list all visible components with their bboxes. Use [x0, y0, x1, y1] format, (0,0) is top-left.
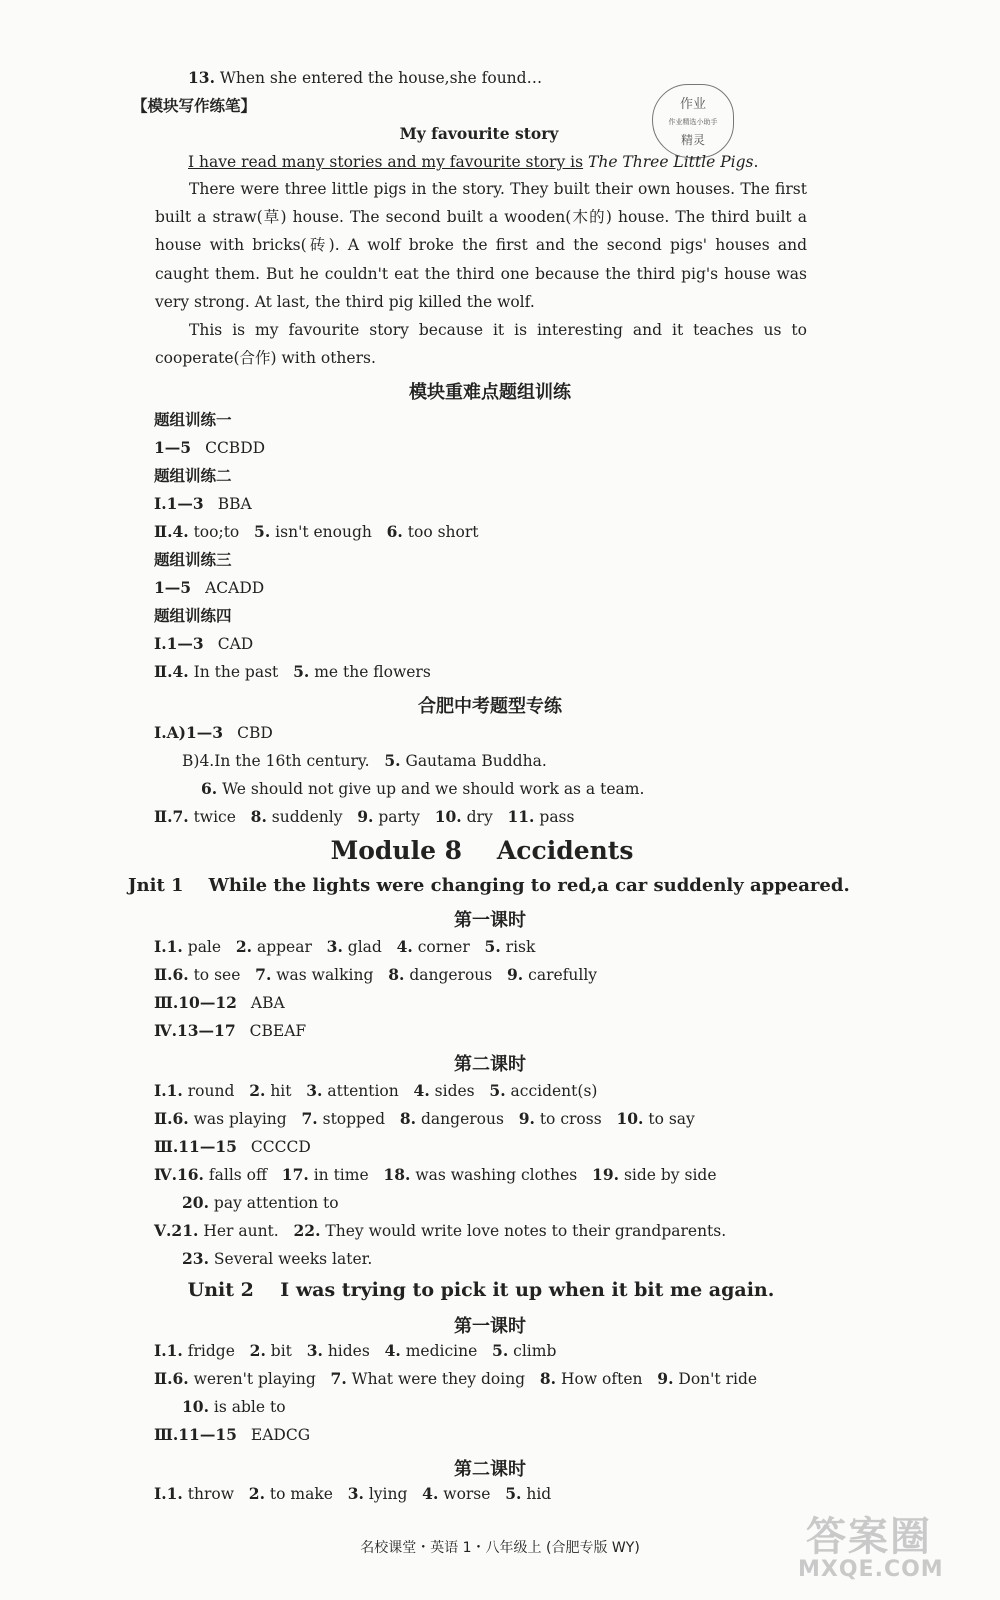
answer-row: Ⅳ.13—17 CBEAF	[154, 1021, 307, 1040]
unit-1-title: Jnit 1 While the lights were changing to red,a car suddenly appeared.	[128, 875, 850, 896]
answer-row: 1—5 ACADD	[154, 578, 265, 597]
answer-row: 1—5 CCBDD	[154, 438, 266, 457]
answer-row: Ⅲ.11—15 CCCCD	[154, 1137, 311, 1156]
answer-row: Ⅱ.4. too;to 5. isn't enough 6. too short	[154, 522, 479, 541]
group-title: 题组训练一	[154, 411, 232, 429]
essay-intro: I have read many stories and my favourite story is The Three Little Pigs.	[188, 153, 759, 171]
answer-row: Ⅱ.6. weren't playing 7. What were they doing 8. How often 9. Don't ride	[154, 1369, 758, 1388]
answer-row: Ⅱ.6. was playing 7. stopped 8. dangerous 9. to cross 10. to say	[154, 1109, 695, 1128]
answer-row: Ⅲ.10—12 ABA	[154, 993, 285, 1012]
answer-row: Ⅴ.21. Her aunt. 22. They would write love notes to their grandparents.	[154, 1221, 727, 1240]
answer-row: Ⅰ.A)1—3 CBD	[154, 723, 273, 742]
group-title: 题组训练三	[154, 551, 232, 569]
lesson-title: 第一课时	[454, 1316, 526, 1337]
answer-row: Ⅲ.11—15 EADCG	[154, 1425, 311, 1444]
writing-section-header: 【模块写作练笔】	[132, 97, 257, 115]
lesson-title: 第二课时	[454, 1459, 526, 1480]
answer-row: Ⅰ.1. round 2. hit 3. attention 4. sides 5. accident(s)	[154, 1081, 598, 1100]
homework-stamp: 作业 作业精选小助手 精灵	[652, 84, 734, 158]
answer-row: Ⅰ.1. throw 2. to make 3. lying 4. worse 5. hid	[154, 1484, 552, 1503]
answer-row: Ⅱ.4. In the past 5. me the flowers	[154, 662, 431, 681]
question-13: 13. When she entered the house,she found…	[188, 68, 543, 87]
answer-row: 6. We should not give up and we should work as a team.	[201, 779, 645, 798]
essay-paragraph: There were three little pigs in the story. They built their own houses. The first built a straw(草) house. The second built a wooden(木的) house. The third built a house with bricks(砖). A wolf broke the first and the second pigs' houses and caught them. But he couldn't eat the third one because the third pig's house was very strong. At last, the third pig killed the wolf.	[155, 180, 807, 311]
group-title: 题组训练二	[154, 467, 232, 485]
answer-row: B)4.In the 16th century. 5. Gautama Buddha.	[182, 751, 547, 770]
lesson-title: 第二课时	[454, 1054, 526, 1075]
answer-row: 23. Several weeks later.	[182, 1249, 373, 1268]
essay-title: My favourite story	[399, 124, 559, 143]
section-title-hefei: 合肥中考题型专练	[418, 696, 562, 717]
group-title: 题组训练四	[154, 607, 232, 625]
watermark-logo: 答案圈 MXQE.COM	[798, 1514, 944, 1582]
answer-row: Ⅰ.1. pale 2. appear 3. glad 4. corner 5. risk	[154, 937, 536, 956]
answer-row: 10. is able to	[182, 1397, 286, 1416]
page-footer: 名校课堂・英语 1・八年级上 (合肥专版 WY)	[360, 1540, 640, 1556]
answer-row: 20. pay attention to	[182, 1193, 339, 1212]
answer-row: Ⅱ.7. twice 8. suddenly 9. party 10. dry 11. pass	[154, 807, 575, 826]
answer-row: Ⅱ.6. to see 7. was walking 8. dangerous 9. carefully	[154, 965, 598, 984]
lesson-title: 第一课时	[454, 910, 526, 931]
answer-row: Ⅰ.1—3 BBA	[154, 494, 252, 513]
answer-row: Ⅰ.1. fridge 2. bit 3. hides 4. medicine 5. climb	[154, 1341, 557, 1360]
answer-row: Ⅰ.1—3 CAD	[154, 634, 254, 653]
answer-row: Ⅳ.16. falls off 17. in time 18. was washing clothes 19. side by side	[154, 1165, 717, 1184]
unit-2-title: Unit 2 I was trying to pick it up when it bit me again.	[187, 1279, 775, 1301]
module-title: Module 8 Accidents	[330, 836, 634, 865]
essay-body	[155, 175, 807, 372]
essay-paragraph: This is my favourite story because it is interesting and it teaches us to cooperate(合作) with others.	[155, 321, 807, 368]
section-title-key-points: 模块重难点题组训练	[409, 382, 571, 403]
